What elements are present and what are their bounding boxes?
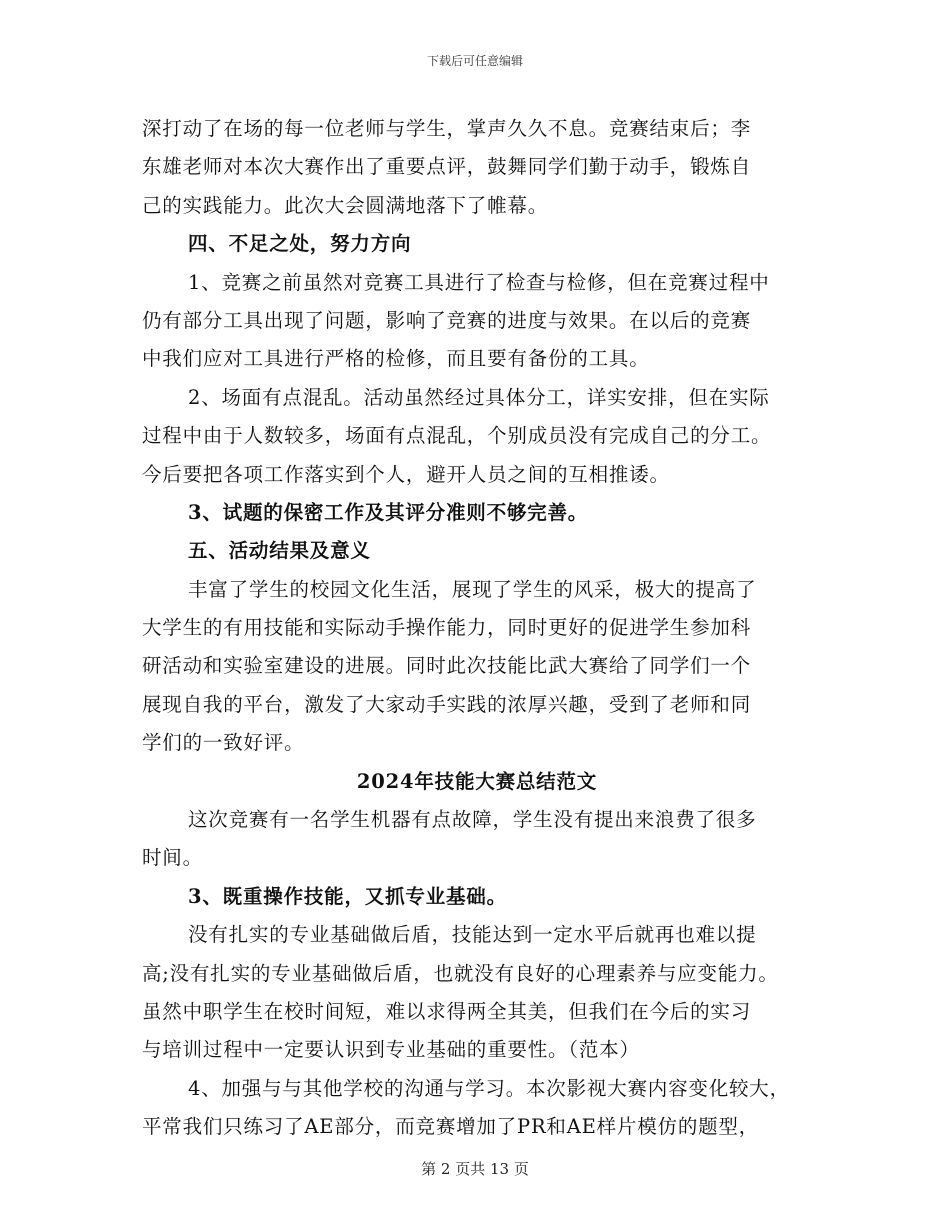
page-footer: 第 2 页共 13 页 [421,1160,529,1178]
paragraph-line: 过程中由于人数较多，场面有点混乱，个别成员没有完成自己的分工。 [142,424,772,448]
paragraph-line: 虽然中职学生在校时间短，难以求得两全其美，但我们在今后的实习 [142,999,752,1023]
paragraph-line: 平常我们只练习了AE部分，而竞赛增加了PR和AE样片模仿的题型， [142,1115,760,1139]
paragraph-line: 深打动了在场的每一位老师与学生，掌声久久不息。竞赛结束后；李 [142,117,752,140]
paragraph-line: 时间。 [142,846,203,870]
paragraph-line: 学们的一致好评。 [142,731,305,755]
paragraph-line: 2、场面有点混乱。活动虽然经过具体分工，详实安排，但在实际 [188,385,770,409]
paragraph-line: 仍有部分工具出现了问题，影响了竞赛的进度与效果。在以后的竞赛 [142,308,752,332]
page-header: 下载后可任意编辑 [426,54,523,68]
paragraph-line: 己的实践能力。此次大会圆满地落下了帷幕。 [142,193,549,217]
paragraph-line: 研活动和实验室建设的进展。同时此次技能比武大赛给了同学们一个 [142,654,752,678]
paragraph-line: 大学生的有用技能和实际动手操作能力，同时更好的促进学生参加科 [142,616,752,640]
bold-item: 3、试题的保密工作及其评分准则不够完善。 [188,500,589,524]
paragraph-line: 东雄老师对本次大赛作出了重要点评，鼓舞同学们勤于动手，锻炼自 [142,155,752,179]
paragraph-line: 丰富了学生的校园文化生活，展现了学生的风采，极大的提高了 [188,577,757,601]
document-body [142,110,812,1147]
section-heading: 四、不足之处，努力方向 [188,232,412,256]
paragraph-line: 展现自我的平台，激发了大家动手实践的浓厚兴趣，受到了老师和同 [142,692,752,716]
bold-item: 3、既重操作技能，又抓专业基础。 [188,884,507,908]
paragraph-line: 今后要把各项工作落实到个人，避开人员之间的互相推诿。 [142,462,670,486]
paragraph-line: 1、竞赛之前虽然对竞赛工具进行了检查与检修，但在竞赛过程中 [188,270,770,294]
paragraph-line: 与培训过程中一定要认识到专业基础的重要性。（范本） [142,1038,640,1062]
paragraph-line: 这次竞赛有一名学生机器有点故障，学生没有提出来浪费了很多 [188,808,757,832]
section-heading: 五、活动结果及意义 [188,539,371,563]
paragraph-line: 没有扎实的专业基础做后盾，技能达到一定水平后就再也难以提 [188,923,757,947]
paragraph-line: 中我们应对工具进行严格的检修，而且要有备份的工具。 [142,347,650,371]
paragraph-line: 4、加强与与其他学校的沟通与学习。本次影视大赛内容变化较大， [188,1076,790,1100]
paragraph-line: 高;没有扎实的专业基础做后盾，也就没有良好的心理素养与应变能力。 [142,961,779,985]
document-title: 2024年技能大赛总结范文 [356,769,598,793]
